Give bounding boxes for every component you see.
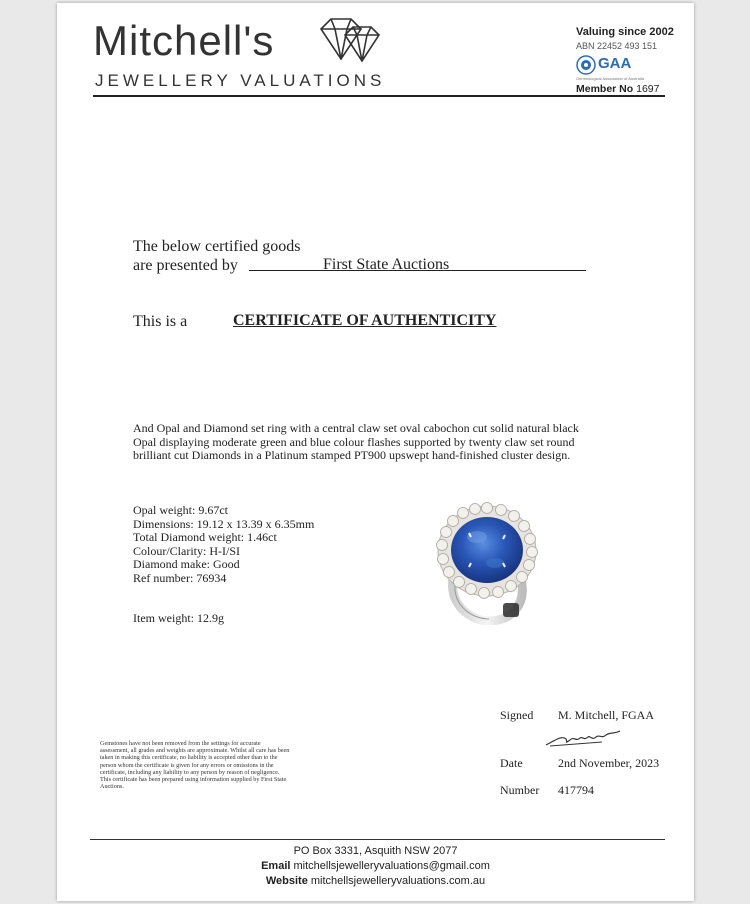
spec-line: Total Diamond weight: 1.46ct — [133, 530, 277, 544]
valuing-since: Valuing since 2002 — [576, 26, 674, 38]
spec-line: Diamond make: Good — [133, 557, 240, 571]
handwritten-signature — [544, 729, 624, 749]
gaa-badge-icon — [576, 55, 596, 75]
spec-line: Colour/Clarity: H-I/SI — [133, 543, 240, 558]
member-number — [576, 83, 659, 95]
certificate-page — [57, 3, 694, 901]
footer-divider — [90, 839, 665, 840]
certificate-prefix: This is a — [133, 313, 188, 330]
gaa-logo-text: GAA — [598, 55, 632, 72]
brand-subtitle: JEWELLERY VALUATIONS — [95, 71, 386, 90]
spec-line: Opal weight: 9.67ct — [133, 503, 228, 517]
ring-photo — [431, 493, 541, 625]
signed-label: Signed — [500, 708, 534, 722]
abn-number: ABN 22452 493 151 — [576, 41, 658, 51]
item-description: And Opal and Diamond set ring with a central claw set oval cabochon cut solid natural black Opal displaying moderate green and blue colour flashes supported by twenty claw set round brilliant cut Diamonds in a Platinum stamped PT900 upswept hand-finished cluster design. — [133, 421, 579, 462]
presenter-name: First State Auctions — [323, 256, 450, 273]
gaa-full-name: Gemmological Association of Australia — [576, 76, 644, 81]
email-address: mitchellsjewelleryvaluations@gmail.com — [293, 860, 490, 872]
header-divider — [93, 95, 665, 97]
date-value: 2nd November, 2023 — [558, 756, 660, 770]
certificate-number: 417794 — [558, 783, 594, 797]
disclaimer-text: Gemstones have not been removed from the settings for accurate assessment, all grades and weights are approximate. Whilst all care has been taken in making this certificate, no liability is accepted other than to the person whom the certificate is given for any errors or omissions in the certificate, including any liability to any person by reason of negligence. This certificate has been prepared using information supplied by First State Auctions. — [100, 740, 290, 791]
presented-by-label: are presented by — [133, 257, 238, 274]
certificate-title: CERTIFICATE OF AUTHENTICITY — [233, 312, 497, 329]
spec-line: Dimensions: 19.12 x 13.39 x 6.35mm — [133, 516, 315, 531]
website-label: Website — [265, 875, 308, 887]
footer-email — [57, 860, 694, 872]
footer-website — [57, 875, 694, 887]
email-label: Email — [261, 860, 291, 872]
brand-name: Mitchell's — [93, 17, 275, 64]
member-label: Member No — [576, 83, 634, 95]
spec-line: Ref number: 76934 — [133, 570, 227, 585]
website-url: mitchellsjewelleryvaluations.com.au — [310, 875, 486, 887]
number-label: Number — [500, 783, 540, 797]
item-weight: Item weight: 12.9g — [133, 611, 224, 625]
certified-goods-line: The below certified goods — [133, 238, 301, 255]
date-label: Date — [500, 756, 523, 770]
signer-name: M. Mitchell, FGAA — [558, 708, 654, 722]
footer-address: PO Box 3331, Asquith NSW 2077 — [293, 845, 458, 857]
diamond-logo-icon — [315, 15, 381, 65]
member-value: 1697 — [636, 83, 660, 95]
